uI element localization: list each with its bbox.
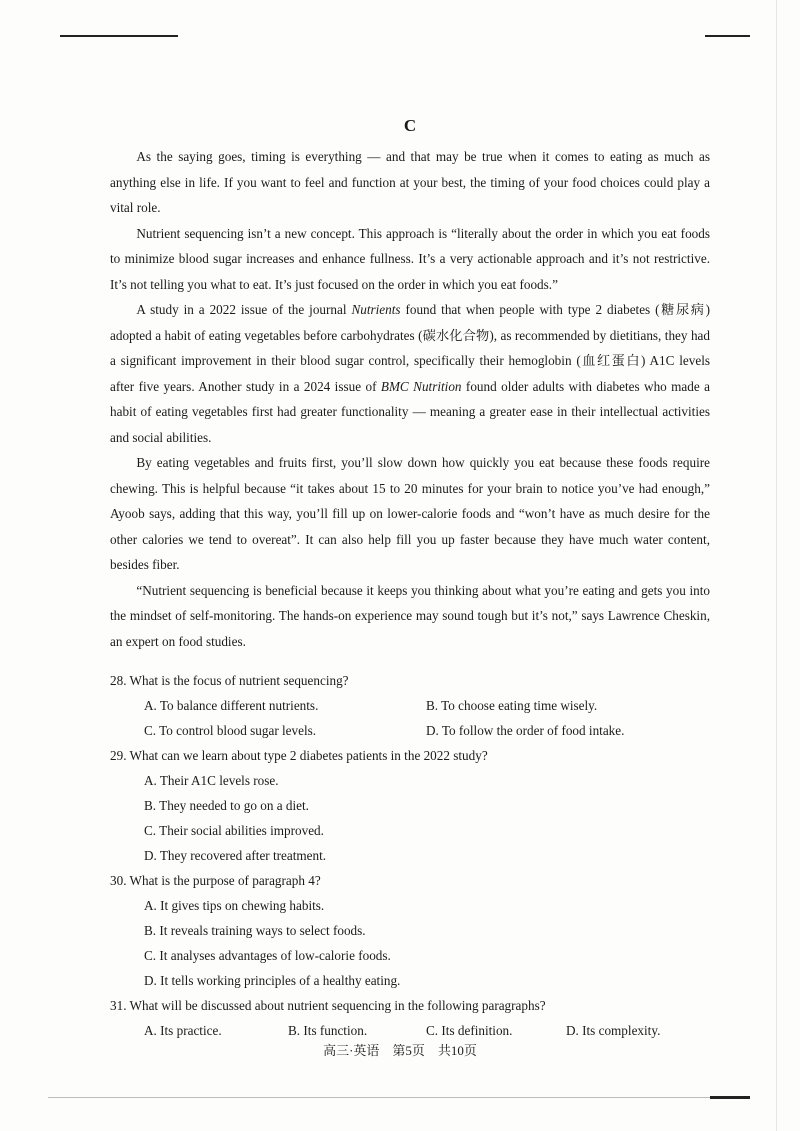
q30-option-d: D. It tells working principles of a healthy eating. bbox=[144, 973, 401, 988]
question-30: 30. What is the purpose of paragraph 4? bbox=[110, 873, 321, 888]
page-content bbox=[110, 116, 710, 1043]
q31-option-d: D. Its complexity. bbox=[566, 1023, 661, 1038]
q29-option-c: C. Their social abilities improved. bbox=[144, 823, 324, 838]
q28-option-b: B. To choose eating time wisely. bbox=[426, 698, 598, 713]
q30-option-a: A. It gives tips on chewing habits. bbox=[144, 898, 325, 913]
bottom-right-rule bbox=[710, 1096, 750, 1099]
question-31: 31. What will be discussed about nutrient sequencing in the following paragraphs? bbox=[110, 998, 546, 1013]
q31-option-a: A. Its practice. bbox=[144, 1023, 222, 1038]
scan-edge-line bbox=[776, 0, 777, 1131]
section-title: C bbox=[403, 116, 417, 135]
top-right-rule bbox=[705, 35, 750, 37]
question-28: 28. What is the focus of nutrient sequencing? bbox=[110, 673, 349, 688]
paragraph-3-part-a: A study in a 2022 issue of the journal bbox=[136, 302, 352, 317]
journal-nutrients: Nutrients bbox=[351, 302, 401, 317]
questions bbox=[110, 668, 710, 1043]
paragraph-3-part-b: found that when people with type 2 diabetes (糖尿病) adopted a habit of eating vegetables before carbohydrates (碳水化合物), as recommended by dietitians, they had a significant improvement in their blood sugar control, specifically their hemoglobin (血红蛋白) A1C levels after five years. Another study in a 2024 issue of bbox=[110, 302, 710, 394]
page-footer: 高三·英语 第5页 共10页 bbox=[323, 1043, 477, 1058]
question-28-options bbox=[144, 693, 710, 743]
question-29: 29. What can we learn about type 2 diabetes patients in the 2022 study? bbox=[110, 748, 488, 763]
paragraph-5: “Nutrient sequencing is beneficial because it keeps you thinking about what you’re eating and gets you into the mindset of self-monitoring. The hands-on experience may sound tough but it’s not,” says Lawrence Cheskin, an expert on food studies. bbox=[110, 582, 710, 649]
q29-option-d: D. They recovered after treatment. bbox=[144, 848, 327, 863]
q30-option-c: C. It analyses advantages of low-calorie foods. bbox=[144, 948, 391, 963]
paragraph-2: Nutrient sequencing isn’t a new concept. This approach is “literally about the order in which you eat foods to minimize blood sugar increases and enhance fullness. It’s a very actionable approach and it’s not restrictive. It’s not telling you what to eat. It’s just focused on the order in which you eat foods.” bbox=[110, 225, 710, 292]
paragraph-4: By eating vegetables and fruits first, you’ll slow down how quickly you eat because these foods require chewing. This is helpful because “it takes about 15 to 20 minutes for your brain to notice you’ve had enough,” Ayoob says, adding that this way, you’ll fill up on lower-calorie foods and “won’t have as much desire for the other calories we tend to overeat”. It can also help fill you up faster because they have much water content, besides fiber. bbox=[110, 455, 710, 572]
paragraph-1: As the saying goes, timing is everything — and that may be true when it comes to eating as much as anything else in life. If you want to feel and function at your best, the timing of your food choices could play a vital role. bbox=[110, 149, 710, 215]
bottom-rule bbox=[48, 1097, 728, 1098]
journal-bmc-nutrition: BMC Nutrition bbox=[380, 378, 462, 394]
q31-option-b: B. Its function. bbox=[288, 1023, 368, 1038]
paragraph-3-part-c: found older adults with diabetes who made a habit of eating vegetables first had greater functionality — meaning a greater ease in their intellectual activities and social abilities. bbox=[110, 378, 711, 445]
question-30-options bbox=[144, 893, 710, 993]
q30-option-b: B. It reveals training ways to select foods. bbox=[144, 923, 366, 938]
paragraph-3 bbox=[110, 297, 710, 450]
question-29-options bbox=[144, 768, 710, 868]
q31-option-c: C. Its definition. bbox=[426, 1023, 513, 1038]
q28-option-c: C. To control blood sugar levels. bbox=[144, 723, 317, 738]
top-left-rule bbox=[60, 35, 178, 37]
q29-option-b: B. They needed to go on a diet. bbox=[144, 798, 309, 813]
q28-option-a: A. To balance different nutrients. bbox=[144, 698, 319, 713]
q29-option-a: A. Their A1C levels rose. bbox=[144, 773, 279, 788]
q28-option-d: D. To follow the order of food intake. bbox=[426, 723, 625, 738]
